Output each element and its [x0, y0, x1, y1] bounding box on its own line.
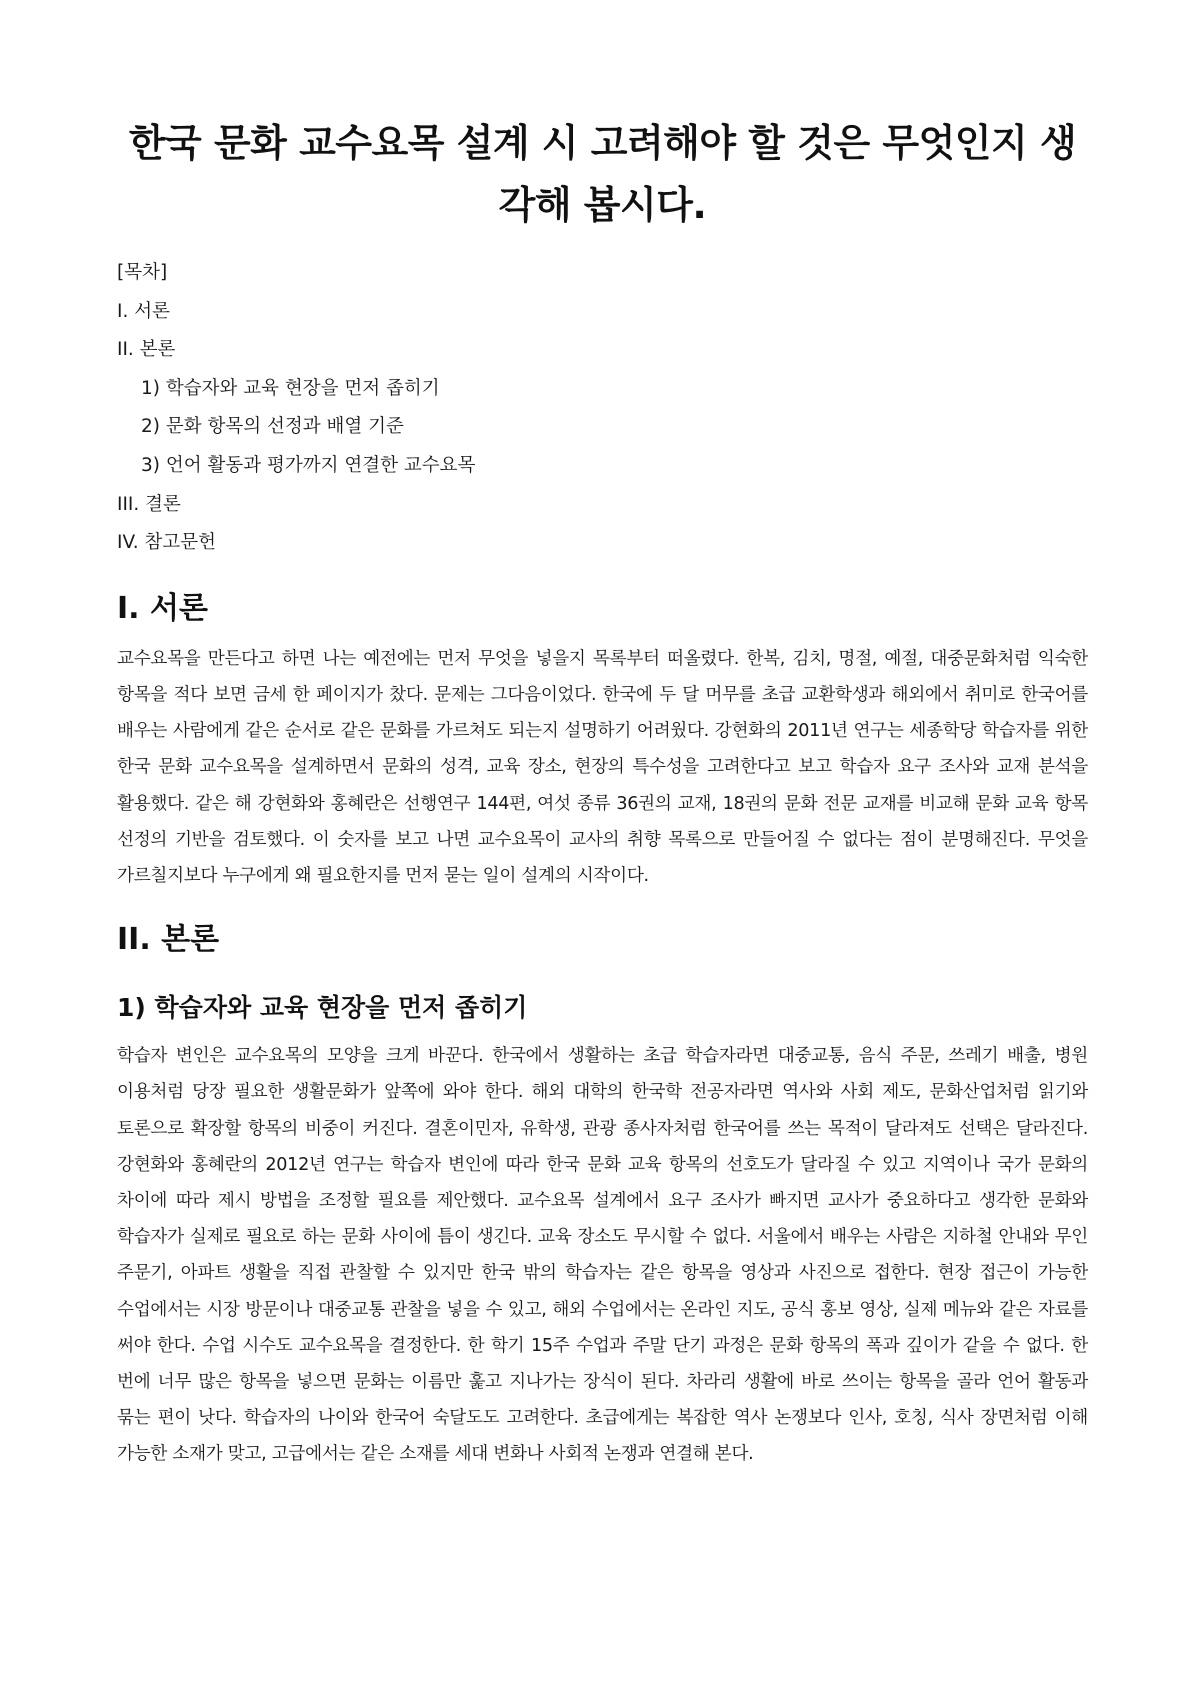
- toc-item-language-activities: 3) 언어 활동과 평가까지 연결한 교수요목: [141, 454, 476, 476]
- introduction-paragraph: 교수요목을 만든다고 하면 나는 예전에는 먼저 무엇을 넣을지 목록부터 떠올렸다. 한복, 김치, 명절, 예절, 대중문화처럼 익숙한 항목을 적다 보면 금세 한 페이지가 찼다. 문제는 그다음이었다. 한국에 두 달 머무를 초급 교환학생과 해외에서 취미로 한국어를 배우는 사람에게 같은 순서로 같은 문화를 가르쳐도 되는지 설명하기 어려웠다. 강현화의 2011년 연구는 세종학당 학습자를 위한 한국 문화 교수요목을 설계하면서 문화의 성격, 교육 장소, 현장의 특수성을 고려한다고 보고 학습자 요구 조사와 교재 분석을 활용했다. 같은 해 강현화와 홍혜란은 선행연구 144편, 여섯 종류 36권의 교재, 18권의 문화 전문 교재를 비교해 문화 교육 항목 선정의 기반을 검토했다. 이 숫자를 보고 나면 교수요목이 교사의 취향 목록으로 만들어질 수 없다는 점이 분명해진다. 무엇을 가르칠지보다 누구에게 왜 필요한지를 먼저 묻는 일이 설계의 시작이다.: [117, 648, 1088, 886]
- toc-item-main-body: II. 본론: [117, 339, 176, 361]
- section-heading-introduction: I. 서론: [117, 590, 208, 626]
- toc-item-selection-criteria: 2) 문화 항목의 선정과 배열 기준: [141, 416, 404, 438]
- learners-and-context-paragraph: 학습자 변인은 교수요목의 모양을 크게 바꾼다. 한국에서 생활하는 초급 학습자라면 대중교통, 음식 주문, 쓰레기 배출, 병원 이용처럼 당장 필요한 생활문화가 앞쪽에 와야 한다. 해외 대학의 한국학 전공자라면 역사와 사회 제도, 문화산업처럼 읽기와 토론으로 확장할 항목의 비중이 커진다. 결혼이민자, 유학생, 관광 종사자처럼 한국어를 쓰는 목적이 달라져도 선택은 달라진다. 강현화와 홍혜란의 2012년 연구는 학습자 변인에 따라 한국 문화 교육 항목의 선호도가 달라질 수 있고 지역이나 국가 문화의 차이에 따라 제시 방법을 조정할 필요를 제안했다. 교수요목 설계에서 요구 조사가 빠지면 교사가 중요하다고 생각한 문화와 학습자가 실제로 필요로 하는 문화 사이에 틈이 생긴다. 교육 장소도 무시할 수 없다. 서울에서 배우는 사람은 지하철 안내와 무인 주문기, 아파트 생활을 직접 관찰할 수 있지만 한국 밖의 학습자는 같은 항목을 영상과 사진으로 접한다. 현장 접근이 가능한 수업에서는 시장 방문이나 대중교통 관찰을 넣을 수 있고, 해외 수업에서는 온라인 지도, 공식 홍보 영상, 실제 메뉴와 같은 자료를 써야 한다. 수업 시수도 교수요목을 결정한다. 한 학기 15주 수업과 주말 단기 과정은 문화 항목의 폭과 깊이가 같을 수 없다. 한 번에 너무 많은 항목을 넣으면 문화는 이름만 훑고 지나가는 장식이 된다. 차라리 생활에 바로 쓰이는 항목을 골라 언어 활동과 묶는 편이 낫다. 학습자의 나이와 한국어 숙달도도 고려한다. 초급에게는 복잡한 역사 논쟁보다 인사, 호칭, 식사 장면처럼 이해 가능한 소재가 맞고, 고급에서는 같은 소재를 세대 변화나 사회적 논쟁과 연결해 본다.: [117, 1046, 1088, 1465]
- toc-item-introduction: I. 서론: [117, 300, 170, 322]
- toc-item-references: IV. 참고문헌: [117, 532, 216, 554]
- toc-item-learners-and-context: 1) 학습자와 교육 현장을 먼저 좁히기: [141, 377, 440, 399]
- table-of-contents: [117, 254, 1088, 563]
- section-heading-main-body: II. 본론: [117, 922, 220, 958]
- document-title: 한국 문화 교수요목 설계 시 고려해야 할 것은 무엇인지 생각해 봅시다.: [128, 121, 1077, 227]
- toc-item-conclusion: III. 결론: [117, 493, 181, 515]
- subsection-heading-learners-and-context: 1) 학습자와 교육 현장을 먼저 좁히기: [117, 993, 528, 1023]
- toc-heading: [목차]: [117, 262, 168, 283]
